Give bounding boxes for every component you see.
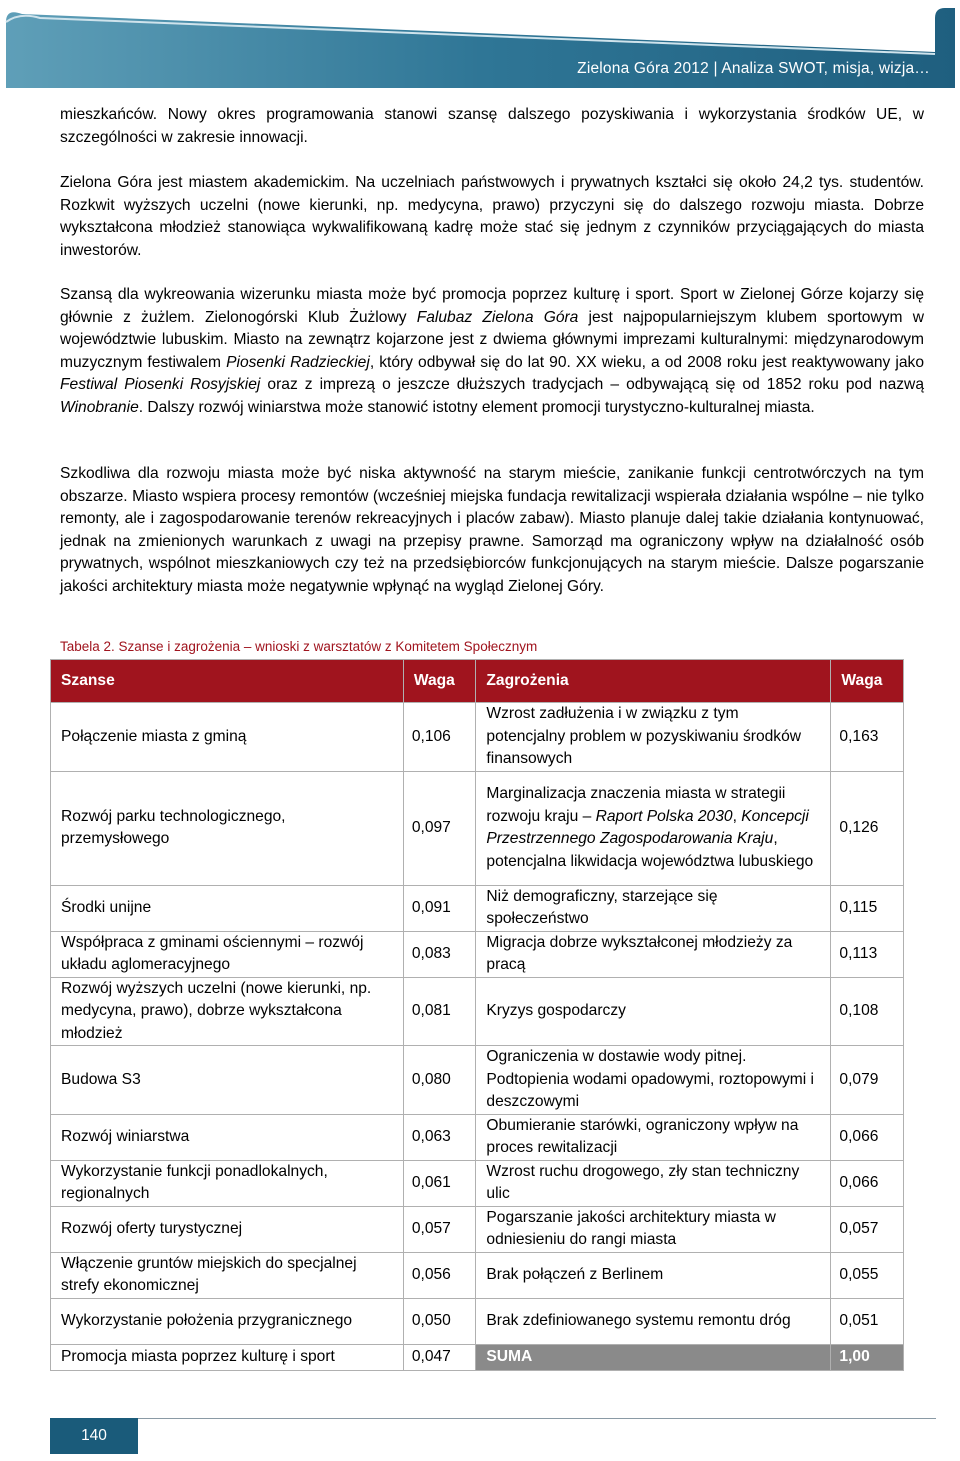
table-header-row: [51, 660, 904, 703]
szansa-weight: 0,083: [403, 931, 476, 977]
p3-text-e: , który odbywał się do lat 90. XX wieku, a od 2008 roku jest reaktywowany jako: [369, 353, 925, 371]
szansa-cell: Współpraca z gminami ościennymi – rozwój układu aglomeracyjnego: [51, 931, 404, 977]
table-row: [51, 1252, 904, 1298]
szansa-weight: 0,080: [403, 1046, 476, 1115]
zagrozenie-cell: Obumieranie starówki, ograniczony wpływ na proces rewitalizacji: [476, 1114, 831, 1160]
szansa-cell: Rozwój wyższych uczelni (nowe kierunki, np. medycyna, prawo), dobrze wykształcona młodzież: [51, 977, 404, 1046]
paragraph-4-text: Szkodliwa dla rozwoju miasta może być niska aktywność na starym mieście, zanikanie funkcji centrotwórczych na tym obszarze. Miasto wspiera procesy remontów (wcześniej miejska fundacja rewitalizacji wspierała działania wspólne – nie tylko remonty, ale i zagospodarowanie terenów rekreacyjnych i placów zabaw). Miasto planuje dalej takie działania kontynuować, jednak na zmienionych warunkach z uwagi na przepisy prawne. Samorząd ma ograniczony wpływ na działalność osób prywatnych, wspólnot mieszkaniowych czy też na przedsiębiorców funkcjonujących na starym mieście. Dalsze pogarszanie jakości architektury miasta może negatywnie wpłynąć na wygląd Zielonej Góry.: [60, 465, 924, 595]
table-row: [51, 703, 904, 772]
sum-label: SUMA: [476, 1344, 831, 1370]
p3-text-g: oraz z imprezą o jeszcze dłuższych tradycjach – odbywającą się od 1852 roku pod nazwą: [260, 376, 924, 393]
szansa-cell: Włączenie gruntów miejskich do specjalnej strefy ekonomicznej: [51, 1252, 404, 1298]
threat-text-e: , potencjalna likwidacja województwa lubuskiego: [486, 830, 814, 870]
zagrozenie-weight: 0,115: [831, 885, 904, 931]
page-number: 140: [50, 1418, 138, 1454]
szansa-cell: Wykorzystanie położenia przygranicznego: [51, 1298, 404, 1344]
sum-value: 1,00: [831, 1344, 904, 1370]
p3-text-i: . Dalszy rozwój winiarstwa może stanowić istotny element promocji turystyczno-kulturalnej miasta.: [138, 398, 815, 416]
szansa-cell: Budowa S3: [51, 1046, 404, 1115]
threat-text-c: ,: [732, 807, 742, 825]
szansa-cell: Środki unijne: [51, 885, 404, 931]
header-szanse: Szanse: [51, 660, 404, 703]
header-title: Zielona Góra 2012 | Analiza SWOT, misja, wizja…: [577, 60, 930, 77]
zagrozenie-cell: Brak zdefiniowanego systemu remontu dróg: [476, 1298, 831, 1344]
table-row: [51, 771, 904, 885]
footer-divider: [138, 1418, 936, 1419]
zagrozenie-cell: Brak połączeń z Berlinem: [476, 1252, 831, 1298]
zagrozenie-cell: Ograniczenia w dostawie wody pitnej. Podtopienia wodami opadowymi, roztopowymi i deszczowymi: [476, 1046, 831, 1115]
szansa-weight: 0,106: [403, 703, 476, 772]
szansa-weight: 0,047: [403, 1344, 476, 1370]
p3-festival-name: Piosenki Radzieckiej: [226, 353, 370, 371]
zagrozenie-weight: 0,126: [831, 771, 904, 885]
p3-text-c: jest najpopularniejszym klubem sportowym w województwie lubuskim. Miasto na zewnątrz kojarzone jest z dwiema głównymi imprezami kulturalnymi: międzynarodowym muzycznym festiwalem: [60, 308, 924, 371]
table-caption: Tabela 2. Szanse i zagrożenia – wnioski z warsztatów z Komitetem Społecznym: [60, 639, 538, 654]
paragraph-2: [60, 172, 924, 262]
paragraph-3: [60, 284, 924, 419]
zagrozenie-cell: Niż demograficzny, starzejące się społeczeństwo: [476, 885, 831, 931]
header-waga-1: Waga: [403, 660, 476, 703]
table-row: [51, 977, 904, 1046]
table-row: [51, 931, 904, 977]
table-row: [51, 1160, 904, 1206]
zagrozenie-cell: Wzrost ruchu drogowego, zły stan techniczny ulic: [476, 1160, 831, 1206]
zagrozenie-weight: 0,057: [831, 1206, 904, 1252]
paragraph-1-text: mieszkańców. Nowy okres programowania stanowi szansę dalszego pozyskiwania i wykorzystania środków UE, w szczególności w zakresie innowacji.: [60, 106, 924, 146]
szansa-cell: Wykorzystanie funkcji ponadlokalnych, regionalnych: [51, 1160, 404, 1206]
p3-club-name: Falubaz Zielona Góra: [416, 308, 579, 326]
table-row: [51, 1046, 904, 1115]
szansa-weight: 0,050: [403, 1298, 476, 1344]
zagrozenie-weight: 0,113: [831, 931, 904, 977]
zagrozenie-cell: [476, 771, 831, 885]
threat-raport-title: Raport Polska 2030: [595, 807, 733, 825]
table-row: [51, 885, 904, 931]
szansa-weight: 0,063: [403, 1114, 476, 1160]
szansa-cell: Rozwój parku technologicznego, przemysłowego: [51, 771, 404, 885]
table-row: [51, 1206, 904, 1252]
p3-festival-new-name: Festiwal Piosenki Rosyjskiej: [60, 376, 261, 393]
zagrozenie-weight: 0,066: [831, 1114, 904, 1160]
zagrozenie-weight: 0,055: [831, 1252, 904, 1298]
szansa-cell: Rozwój oferty turystycznej: [51, 1206, 404, 1252]
table-row: [51, 1114, 904, 1160]
szansa-weight: 0,081: [403, 977, 476, 1046]
szansa-cell: Promocja miasta poprzez kulturę i sport: [51, 1344, 404, 1370]
p3-winobranie: Winobranie: [60, 398, 139, 416]
szansa-weight: 0,057: [403, 1206, 476, 1252]
szansa-weight: 0,056: [403, 1252, 476, 1298]
paragraph-4: [60, 463, 924, 598]
paragraph-1: [60, 104, 924, 149]
szansa-weight: 0,097: [403, 771, 476, 885]
swot-opportunities-threats-table: [50, 659, 904, 1371]
page-header-band: [0, 0, 960, 88]
szansa-weight: 0,061: [403, 1160, 476, 1206]
zagrozenie-cell: Pogarszanie jakości architektury miasta w odniesieniu do rangi miasta: [476, 1206, 831, 1252]
table-row: [51, 1298, 904, 1344]
threat-text-a: Marginalizacja znaczenia miasta w strategii rozwoju kraju –: [486, 785, 786, 825]
header-zagrozenia: Zagrożenia: [476, 660, 831, 703]
zagrozenie-cell: Wzrost zadłużenia i w związku z tym potencjalny problem w pozyskiwaniu środków finansowych: [476, 703, 831, 772]
zagrozenie-weight: 0,051: [831, 1298, 904, 1344]
zagrozenie-cell: Kryzys gospodarczy: [476, 977, 831, 1046]
szansa-weight: 0,091: [403, 885, 476, 931]
table-row-sum: [51, 1344, 904, 1370]
zagrozenie-weight: 0,079: [831, 1046, 904, 1115]
szansa-cell: Rozwój winiarstwa: [51, 1114, 404, 1160]
zagrozenie-cell: Migracja dobrze wykształconej młodzieży za pracą: [476, 931, 831, 977]
zagrozenie-weight: 0,163: [831, 703, 904, 772]
zagrozenie-weight: 0,108: [831, 977, 904, 1046]
p3-text-a: Szansą dla wykreowania wizerunku miasta może być promocja poprzez kulturę i sport. Sport w Zielonej Górze kojarzy się głównie z żużlem. Zielonogórski Klub Żużlowy: [60, 286, 924, 326]
threat-koncepcja-title: Koncepcji Przestrzennego Zagospodarowania Kraju: [486, 807, 809, 847]
header-waga-2: Waga: [831, 660, 904, 703]
zagrozenie-weight: 0,066: [831, 1160, 904, 1206]
paragraph-2-text: Zielona Góra jest miastem akademickim. Na uczelniach państwowych i prywatnych kształci się około 24,2 tys. studentów. Rozkwit wyższych uczelni (nowe kierunki, np. medycyna, prawo) przyczyni się do dalszego rozwoju miasta. Dobrze wykształcona młodzież stanowiąca wykwalifikowaną kadrę może stać się jednym z czynników przyciągających do miasta inwestorów.: [60, 174, 924, 259]
szansa-cell: Połączenie miasta z gminą: [51, 703, 404, 772]
